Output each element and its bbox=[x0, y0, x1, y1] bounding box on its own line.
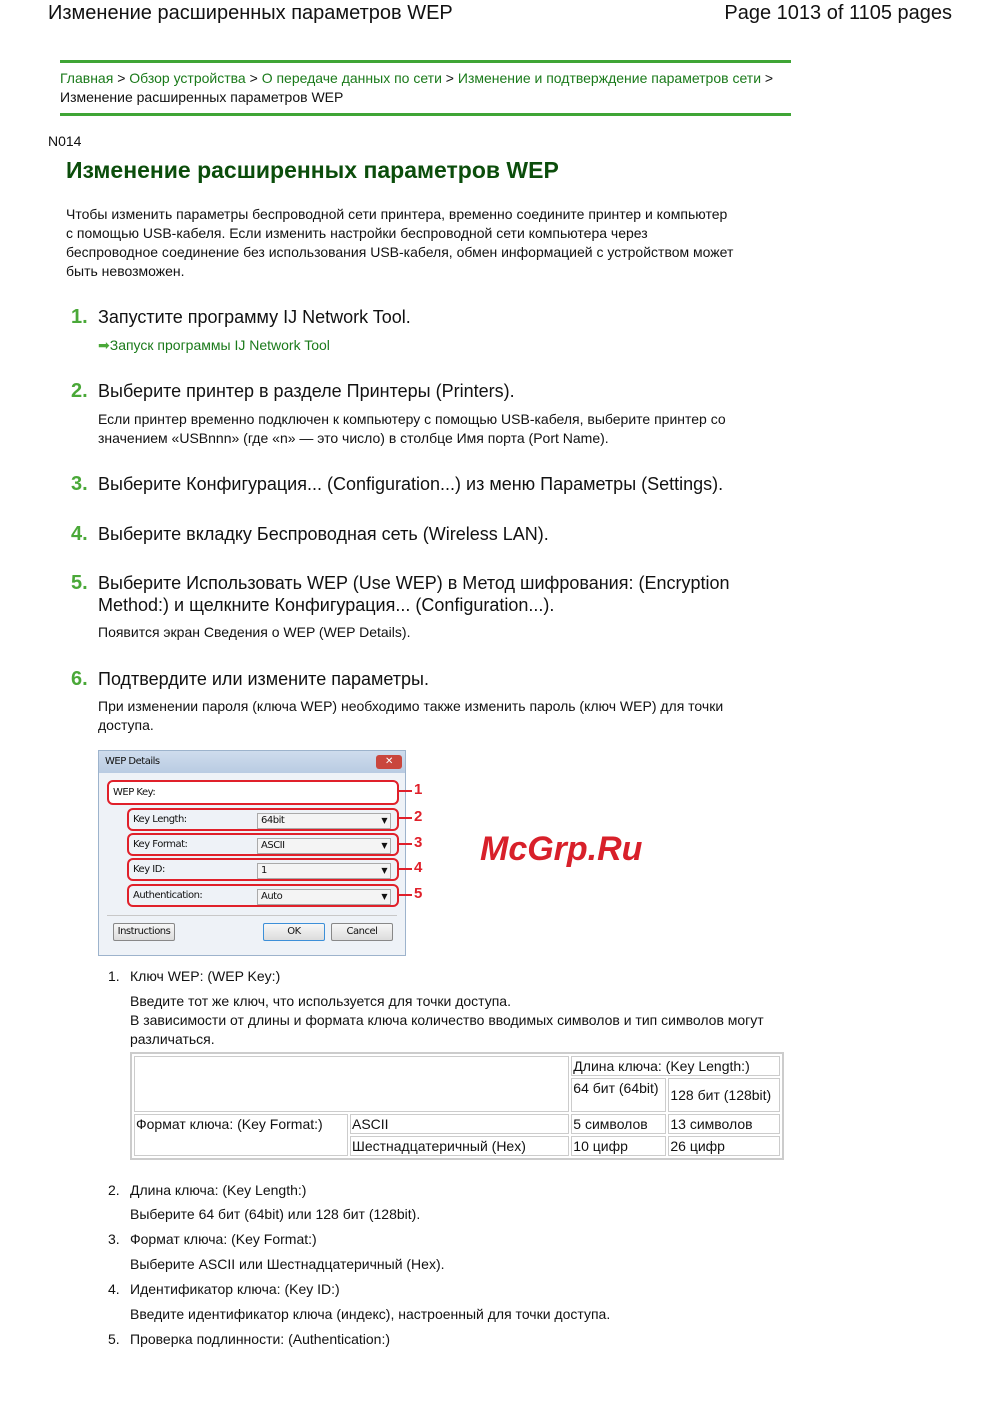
callouts bbox=[98, 750, 438, 960]
list-desc: Выберите 64 бит (64bit) или 128 бит (128bit). bbox=[130, 1206, 421, 1222]
list-number: 1. bbox=[108, 968, 120, 984]
step-number: 2. bbox=[71, 380, 88, 402]
dropdown-arrow-icon: ▼ bbox=[381, 841, 387, 850]
wep-key-label: WEP Key: bbox=[113, 787, 156, 798]
step-text: Выберите вкладку Беспроводная сеть (Wireless LAN). bbox=[98, 524, 549, 544]
list-number: 5. bbox=[108, 1331, 120, 1347]
breadcrumb-sep: > bbox=[249, 70, 258, 86]
intro-text: Чтобы изменить параметры беспроводной сети принтера, временно соедините принтер и компьютер с помощью USB-кабеля. Если изменить настройки беспроводной сети компьютера через беспроводное соединение без использования USB-кабеля, обмен информацией с устройством может быть невозможен. bbox=[66, 206, 734, 279]
list-number: 4. bbox=[108, 1281, 120, 1297]
list-desc: Введите тот же ключ, что используется для точки доступа. В зависимости от длины и формата ключа количество вводимых символов и тип символов могут различаться. bbox=[130, 993, 764, 1047]
table-header: 128 бит (128bit) bbox=[668, 1078, 780, 1112]
step-text: Запустите программу IJ Network Tool. bbox=[98, 307, 411, 327]
list-number: 3. bbox=[108, 1231, 120, 1247]
page-title: Изменение расширенных параметров WEP bbox=[66, 157, 559, 183]
header-title: Изменение расширенных параметров WEP bbox=[48, 2, 453, 24]
table-empty-cell bbox=[134, 1056, 569, 1112]
dropdown-arrow-icon: ▼ bbox=[381, 892, 387, 901]
breadcrumb-sep: > bbox=[445, 70, 454, 86]
step-text: Выберите Использовать WEP (Use WEP) в Метод шифрования: (Encryption Method:) и щелкните Конфигурация... (Configuration...). bbox=[98, 573, 730, 615]
table-header: 64 бит (64bit) bbox=[571, 1078, 666, 1112]
table-row-header: Формат ключа: (Key Format:) bbox=[134, 1114, 348, 1156]
step-text: Выберите принтер в разделе Принтеры (Printers). bbox=[98, 381, 515, 401]
step-note: Появится экран Сведения о WEP (WEP Details). bbox=[98, 624, 411, 640]
key-id-label: Key ID: bbox=[133, 864, 165, 875]
step-note: Если принтер временно подключен к компьютеру с помощью USB-кабеля, выберите принтер со значением «USBnnn» (где «n» — это число) в столбце Имя порта (Port Name). bbox=[98, 411, 726, 446]
dialog-title: WEP Details bbox=[105, 756, 160, 767]
key-format-label: Key Format: bbox=[133, 839, 188, 850]
key-id-value: 1 bbox=[261, 865, 267, 876]
step-note: При изменении пароля (ключа WEP) необходимо также изменить пароль (ключ WEP) для точки доступа. bbox=[98, 698, 724, 733]
table-cell: 26 цифр bbox=[668, 1136, 780, 1156]
breadcrumb-overview[interactable]: Обзор устройства bbox=[129, 70, 246, 86]
dropdown-arrow-icon: ▼ bbox=[381, 866, 387, 875]
close-icon[interactable]: ✕ bbox=[376, 755, 402, 769]
breadcrumb-network[interactable]: О передаче данных по сети bbox=[261, 70, 442, 86]
instructions-button[interactable]: Instructions bbox=[113, 923, 175, 941]
callout-2: 2 bbox=[414, 808, 423, 825]
step-number: 1. bbox=[71, 306, 88, 328]
list-number: 2. bbox=[108, 1182, 120, 1198]
step-number: 4. bbox=[71, 523, 88, 545]
callout-4: 4 bbox=[414, 859, 423, 876]
list-desc: Введите идентификатор ключа (индекс), настроенный для точки доступа. bbox=[130, 1306, 611, 1322]
authentication-label: Authentication: bbox=[133, 890, 203, 901]
doc-code: N014 bbox=[48, 133, 82, 149]
ij-network-tool-link[interactable]: Запуск программы IJ Network Tool bbox=[109, 337, 330, 353]
key-length-label: Key Length: bbox=[133, 814, 187, 825]
list-title: Формат ключа: (Key Format:) bbox=[130, 1231, 317, 1247]
callout-1: 1 bbox=[414, 781, 423, 798]
step-link[interactable] bbox=[98, 337, 330, 355]
step-text: Подтвердите или измените параметры. bbox=[98, 669, 429, 689]
breadcrumb-settings[interactable]: Изменение и подтверждение параметров сети bbox=[457, 70, 762, 86]
callout-3: 3 bbox=[414, 834, 423, 851]
table-cell: 10 цифр bbox=[571, 1136, 666, 1156]
breadcrumb bbox=[60, 60, 791, 116]
watermark: McGrp.Ru bbox=[480, 830, 643, 868]
callout-5: 5 bbox=[414, 885, 423, 902]
table-cell: Шестнадцатеричный (Hex) bbox=[350, 1136, 569, 1156]
key-length-value: 64bit bbox=[261, 815, 285, 826]
table-cell: ASCII bbox=[350, 1114, 569, 1134]
breadcrumb-home[interactable]: Главная bbox=[60, 70, 114, 86]
key-format-value: ASCII bbox=[261, 840, 285, 851]
ok-button[interactable]: OK bbox=[263, 923, 325, 941]
list-desc: Выберите ASCII или Шестнадцатеричный (Hex). bbox=[130, 1256, 445, 1272]
page-indicator: Page 1013 of 1105 pages bbox=[724, 2, 952, 24]
table-cell: 13 символов bbox=[668, 1114, 780, 1134]
step-number: 3. bbox=[71, 473, 88, 495]
dropdown-arrow-icon: ▼ bbox=[381, 816, 387, 825]
breadcrumb-sep: > bbox=[117, 70, 126, 86]
list-title: Проверка подлинности: (Authentication:) bbox=[130, 1331, 391, 1347]
step-text: Выберите Конфигурация... (Configuration...) из меню Параметры (Settings). bbox=[98, 474, 724, 494]
cancel-button[interactable]: Cancel bbox=[331, 923, 393, 941]
step-number: 6. bbox=[71, 668, 88, 690]
key-length-table bbox=[130, 1052, 784, 1160]
breadcrumb-current: Изменение расширенных параметров WEP bbox=[60, 89, 344, 105]
list-title: Идентификатор ключа: (Key ID:) bbox=[130, 1281, 340, 1297]
arrow-right-icon: ➡ bbox=[98, 337, 110, 353]
list-title: Длина ключа: (Key Length:) bbox=[130, 1182, 307, 1198]
table-cell: 5 символов bbox=[571, 1114, 666, 1134]
table-header: Длина ключа: (Key Length:) bbox=[571, 1056, 780, 1076]
step-number: 5. bbox=[71, 572, 88, 594]
breadcrumb-sep: > bbox=[764, 70, 774, 86]
authentication-value: Auto bbox=[261, 891, 283, 902]
list-title: Ключ WEP: (WEP Key:) bbox=[130, 968, 281, 984]
